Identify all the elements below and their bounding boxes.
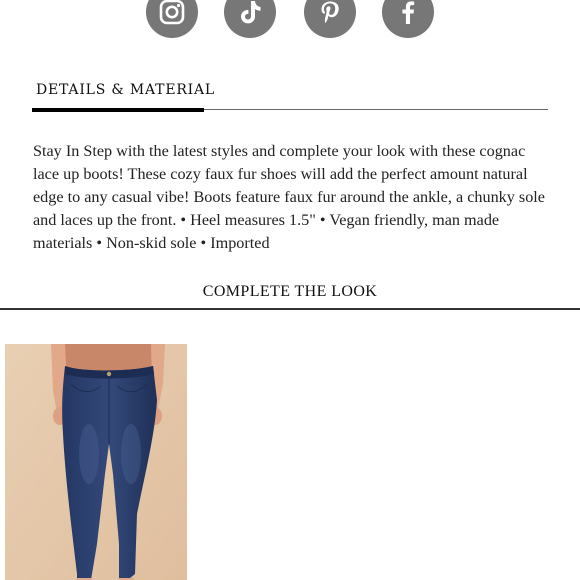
- social-links: [0, 0, 580, 42]
- section-divider: [0, 308, 580, 310]
- tiktok-icon[interactable]: [224, 0, 276, 38]
- complete-the-look-product[interactable]: [5, 344, 187, 580]
- instagram-icon[interactable]: [146, 0, 198, 38]
- facebook-icon[interactable]: [382, 0, 434, 38]
- tab-details-material[interactable]: DETAILS & MATERIAL: [36, 82, 216, 98]
- details-tab-bar: [32, 76, 548, 112]
- pinterest-icon[interactable]: [304, 0, 356, 38]
- product-description: Stay In Step with the latest styles and complete your look with these cognac lace up boots! These cozy faux fur shoes will add the perfect amount natural edge to any casual vibe! Boots feature faux fur around the ankle, a chunky sole and laces up the front. • Heel measures 1.5" • Vegan friendly, man made materials • Non-skid sole • Imported: [33, 142, 545, 252]
- jeans-product-image: [5, 344, 187, 580]
- active-tab-indicator: [32, 108, 204, 112]
- complete-the-look-title: COMPLETE THE LOOK: [202, 283, 378, 300]
